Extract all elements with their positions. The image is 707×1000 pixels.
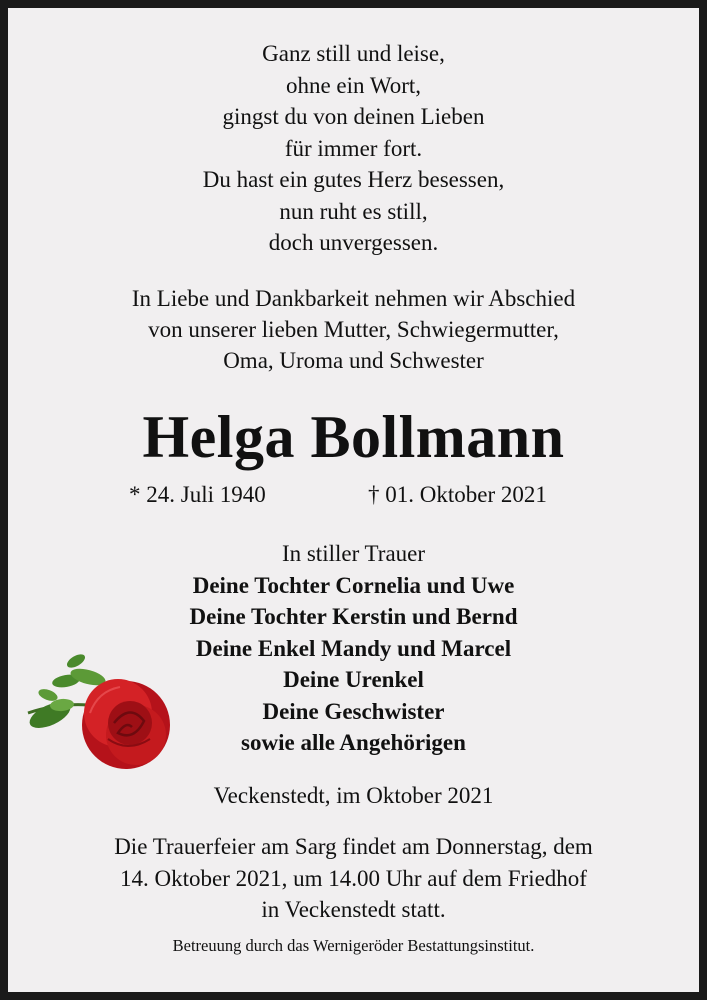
rose-image [18, 643, 193, 773]
poem [8, 38, 699, 259]
birth-date: * 24. Juli 1940 [129, 482, 266, 507]
intro-line: In Liebe und Dankbarkeit nehmen wir Abschied [131, 286, 576, 311]
intro-line: von unserer lieben Mutter, Schwiegermutter, [148, 317, 559, 342]
obituary-notice [8, 8, 699, 992]
poem-line: für immer fort. [284, 135, 423, 161]
mourner-name: Deine Enkel Mandy und Marcel [195, 635, 512, 661]
poem-line: Du hast ein gutes Herz besessen, [202, 167, 505, 192]
funeral-line: in Veckenstedt statt. [261, 897, 446, 922]
poem-line: ohne ein Wort, [285, 72, 422, 98]
poem-line: Ganz still und leise, [262, 41, 445, 66]
mourner-name: Deine Urenkel [283, 667, 424, 692]
mourner-name: sowie alle Angehörigen [241, 730, 466, 755]
poem-line: gingst du von deinen Lieben [222, 104, 485, 129]
mourner-name: Deine Geschwister [262, 698, 445, 724]
funeral-line: Die Trauerfeier am Sarg findet am Donnerstag, dem [114, 834, 593, 859]
mourner-name: Deine Tochter Kerstin und Bernd [189, 604, 518, 629]
intro-line: Oma, Uroma und Schwester [223, 348, 484, 373]
funeral-line: 14. Oktober 2021, um 14.00 Uhr auf dem Friedhof [120, 865, 587, 891]
farewell-intro [8, 283, 699, 376]
place-and-date: Veckenstedt, im Oktober 2021 [213, 783, 494, 808]
funeral-info [8, 831, 699, 926]
mourner-name: Deine Tochter Cornelia und Uwe [192, 572, 515, 598]
deceased-name: Helga Bollmann [142, 404, 565, 470]
poem-line: doch unvergessen. [268, 230, 439, 255]
mourners-heading: In stiller Trauer [281, 541, 426, 566]
death-date: † 01. Oktober 2021 [368, 482, 547, 507]
poem-line: nun ruht es still, [279, 198, 428, 224]
undertaker-credit: Betreuung durch das Wernigeröder Bestattungsinstitut. [172, 936, 535, 955]
